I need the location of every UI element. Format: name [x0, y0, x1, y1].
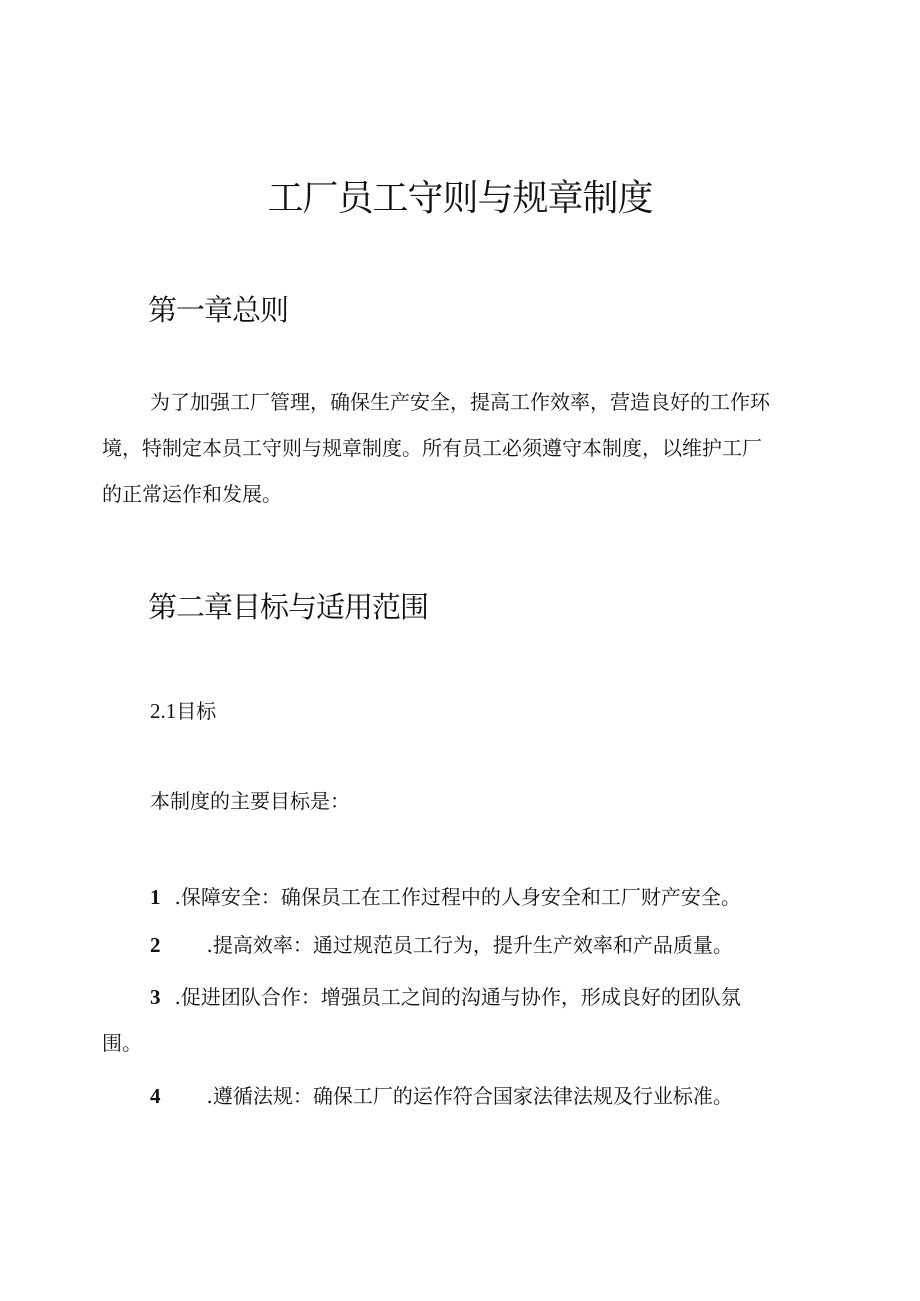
section-title: 目标: [176, 699, 217, 723]
list-item-text: .遵循法规：确保工厂的运作符合国家法律法规及行业标准。: [206, 1084, 733, 1108]
objectives-intro: 本制度的主要目标是：: [150, 789, 350, 813]
chapter-1-heading: 第一章总则: [148, 293, 289, 327]
list-item: [150, 1081, 733, 1111]
paragraph-line: 境，特制定本员工守则与规章制度。所有员工必须遵守本制度，以维护工厂: [102, 436, 762, 460]
chapter-2-heading: 第二章目标与适用范围: [148, 590, 429, 624]
list-item-number: 3: [150, 985, 161, 1009]
chapter-1-paragraph: [102, 387, 822, 525]
list-item-number: 2: [150, 933, 161, 957]
list-item: [150, 882, 741, 912]
document-title: 工厂员工守则与规章制度: [267, 178, 653, 219]
list-item: [150, 982, 741, 1012]
section-number: 2.1: [150, 699, 177, 723]
list-item-number: 1: [150, 885, 161, 909]
list-item-continuation: 围。: [102, 1031, 142, 1055]
list-item-text: .保障安全：确保员工在工作过程中的人身安全和工厂财产安全。: [174, 885, 741, 909]
list-item-text: .提高效率：通过规范员工行为，提升生产效率和产品质量。: [206, 933, 733, 957]
list-item: [150, 930, 733, 960]
paragraph-line: 为了加强工厂管理，确保生产安全，提高工作效率，营造良好的工作环: [150, 390, 770, 414]
list-item-text: .促进团队合作：增强员工之间的沟通与协作，形成良好的团队氛: [174, 985, 741, 1009]
paragraph-line: 的正常运作和发展。: [102, 482, 282, 506]
list-item-number: 4: [150, 1084, 161, 1108]
section-2-1-heading: [150, 696, 216, 726]
